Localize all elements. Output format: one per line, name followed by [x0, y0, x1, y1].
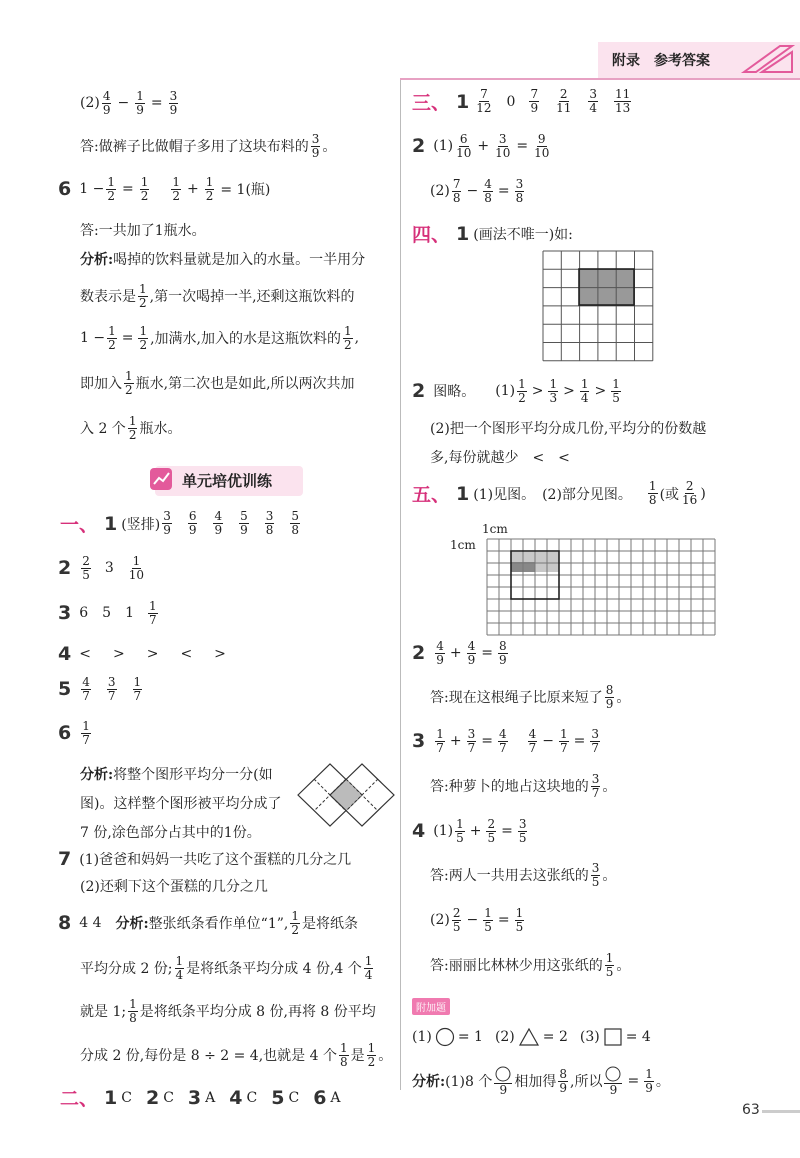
s5-q4-2: (2) $\frac{2}{5}$ − $\frac{1}{5}$ = $\frac{1}{5}$ — [430, 906, 524, 934]
s3-q1: 三、 1 $\frac{7}{12}$ 0 $\frac{7}{9}$ $\frac{2}{11}$ $\frac{3}{4}$ $\frac{11}{13}$ — [412, 88, 645, 115]
comparison-sign: > — [146, 646, 159, 662]
s1-q6: 6 $\frac{1}{7}$ — [58, 719, 90, 747]
page-number-bar — [762, 1110, 800, 1113]
s4-q2b-l2: 多,每份就越少 < < — [430, 450, 570, 466]
fraction: $\frac{2}{11}$ — [556, 87, 572, 115]
grid-figure-2 — [486, 538, 718, 642]
comparison-sign: > — [214, 646, 226, 662]
s5-q3: 3 $\frac{1}{7}$ + $\frac{3}{7}$ = $\frac{4}{7}$ $\frac{4}{7}$ − $\frac{1}{7}$ = $\frac{3}{7}$ — [412, 727, 600, 755]
s1-q1: 一、 1 (竖排) $\frac{3}{9}$ $\frac{6}{9}$ $\frac{4}{9}$ $\frac{5}{9}$ $\frac{3}{8}$ $\frac{5}{8}$ — [60, 510, 314, 537]
item-answer: C — [163, 1089, 174, 1106]
comparison-sign: < — [180, 646, 193, 662]
q6-analysis-l5: 入 2 个 $\frac{1}{2}$ 瓶水。 — [80, 414, 182, 442]
s1-q6-analysis-l2: 图)。这样整个图形被平均分成了 — [80, 796, 282, 812]
s2-line: 二、 1 C 2 C 3 A 4 C 5 C 6 A — [60, 1084, 355, 1111]
q5-2-line: (2) $\frac{4}{9}$ − $\frac{1}{9}$ = $\frac{3}{9}$ — [80, 89, 178, 117]
fraction: $\frac{7}{9}$ — [530, 87, 539, 115]
header-title: 附录 参考答案 — [612, 53, 710, 69]
column-divider — [400, 80, 401, 1090]
item-answer: A — [205, 1089, 216, 1106]
page-number: 63 — [742, 1102, 760, 1118]
item-number: 3 — [187, 1086, 202, 1109]
circle-icon — [605, 1066, 621, 1082]
fraction: $\frac{4}{9}$ — [214, 509, 223, 537]
q6-analysis-l2: 数表示是 $\frac{1}{2}$ ,第一次喝掉一半,还剩这瓶饮料的 — [80, 282, 355, 310]
item-answer: C — [121, 1089, 132, 1106]
s5-q2-answer: 答:现在这根绳子比原来短了 $\frac{8}{9}$ 。 — [430, 683, 631, 711]
shaded-rectangle — [579, 269, 634, 305]
q6-answer: 答:一共加了1瓶水。 — [80, 223, 206, 239]
item-answer: C — [246, 1089, 258, 1106]
s1-q8-l4: 分成 2 份,每份是 8 ÷ 2 = 4,也就是 4 个 $\frac{1}{8}$ 是 $\frac{1}{2}$ 。 — [80, 1041, 393, 1069]
s5-q2: 2 $\frac{4}{9}$ + $\frac{4}{9}$ = $\frac{8}{9}$ — [412, 639, 507, 667]
square-icon — [603, 1027, 623, 1047]
fraction: $\frac{6}{9}$ — [188, 509, 197, 537]
s1-q6-analysis-l1: 分析:将整个图形平均分一分(如 — [80, 767, 273, 783]
s4-q2: 2 图略。 (1) $\frac{1}{2}$ > $\frac{1}{3}$ > $\frac{1}{4}$ > $\frac{1}{5}$ — [412, 377, 620, 405]
grid-label-top: 1cm — [482, 522, 508, 536]
circle-icon — [495, 1066, 511, 1082]
s4-q1: 四、 1 (画法不唯一)如: — [412, 222, 573, 246]
fraction: $\frac{5}{8}$ — [291, 509, 300, 537]
s1-q7-l1: 7 (1)爸爸和妈妈一共吃了这个蛋糕的几分之几 — [58, 848, 352, 870]
item-number: 2 — [145, 1086, 160, 1109]
s1-q8-l2: 平均分成 2 份; $\frac{1}{4}$ 是将纸条平均分成 4 份,4 个 $\frac{1}{4}$ — [80, 954, 373, 982]
comparison-sign: < — [79, 646, 91, 662]
s1-q5-fractions — [79, 676, 156, 702]
header-decor-icon — [740, 44, 796, 74]
s5-q1: 五、 1 (1)见图。 (2)部分见图。 $\frac{1}{8}$ (或 $\frac{2}{16}$ ) — [412, 479, 706, 507]
fraction: $\frac{1}{7}$ — [133, 675, 142, 703]
item-number: 5 — [271, 1086, 285, 1109]
triangle-icon — [518, 1027, 540, 1047]
fraction: $\frac{5}{9}$ — [240, 509, 248, 537]
fraction: $\frac{3}{8}$ — [265, 509, 274, 537]
s5-q3-answer: 答:种萝卜的地占这块地的 $\frac{3}{7}$ 。 — [430, 772, 617, 800]
s4-q2b-l1: (2)把一个图形平均分成几份,平均分的份数越 — [430, 421, 707, 437]
circle-icon — [435, 1027, 455, 1047]
s1-q2: 2 $\frac{2}{5}$ 3 $\frac{1}{10}$ — [58, 554, 145, 582]
s3-q1-fractions — [527, 88, 645, 114]
s5-q4-answer1: 答:两人一共用去这张纸的 $\frac{3}{5}$ 。 — [430, 861, 617, 889]
extra-line: (1) = 1 (2) = 2 (3) = 4 — [412, 1029, 651, 1045]
s2-items — [104, 1087, 355, 1109]
fraction: $\frac{11}{13}$ — [615, 87, 631, 115]
q6-line: 6 1 − $\frac{1}{2}$ = $\frac{1}{2}$ $\frac{1}{2}$ + $\frac{1}{2}$ = 1(瓶) — [58, 175, 271, 203]
s1-q3: 3 6 5 1 $\frac{1}{7}$ — [58, 599, 157, 627]
s1-q4-signs — [79, 646, 248, 662]
s1-q8-l1: 8 4 4 分析: 整张纸条看作单位“1”, $\frac{1}{2}$ 是将纸条 — [58, 909, 358, 937]
grid-label-left: 1cm — [450, 538, 476, 552]
q6-analysis-l1: 分析: 喝掉的饮料量就是加入的水量。一半用分 — [80, 252, 366, 268]
extra-analysis: 分析: (1)8 个 9 相加得 $\frac{8}{9}$ ,所以 9 = $\frac{1}{9}$ 。 — [412, 1067, 670, 1097]
s1-q4: 4 < > > < > — [58, 643, 248, 665]
fraction: $\frac{3}{9}$ — [163, 509, 171, 537]
fraction: $\frac{3}{4}$ — [589, 87, 598, 115]
item-answer: C — [288, 1089, 300, 1106]
item-number: 1 — [104, 1086, 118, 1109]
fraction: $\frac{4}{7}$ — [82, 675, 90, 703]
s1-q6-analysis-l3: 7 份,涂色部分占其中的1份。 — [80, 825, 261, 841]
s5-q4-1: 4 (1) $\frac{1}{5}$ + $\frac{2}{5}$ = $\frac{3}{5}$ — [412, 817, 527, 845]
section-title: 单元培优训练 — [182, 472, 273, 490]
s1-q8-l3: 就是 1; $\frac{1}{8}$ 是将纸条平均分成 8 份,再将 8 份平均 — [80, 997, 376, 1025]
item-number: 6 — [313, 1086, 327, 1109]
s1-q1-fractions — [160, 510, 314, 536]
fraction: $\frac{3}{7}$ — [107, 675, 116, 703]
extra-badge: 附加题 — [412, 998, 450, 1015]
grid-figure-1 — [542, 250, 654, 362]
q5-answer: 答:做裤子比做帽子多用了这块布料的 $\frac{3}{9}$ 。 — [80, 132, 337, 160]
s3-q2-2: (2) $\frac{7}{8}$ − $\frac{4}{8}$ = $\frac{3}{8}$ — [430, 177, 524, 205]
q6-analysis-l4: 即加入 $\frac{1}{2}$ 瓶水,第二次也是如此,所以两次共加 — [80, 369, 355, 397]
chart-icon — [148, 466, 174, 492]
s1-q7-l2: (2)还剩下这个蛋糕的几分之几 — [80, 879, 268, 895]
q6-analysis-l3: 1 − $\frac{1}{2}$ = $\frac{1}{2}$ ,加满水,加入的水是这瓶饮料的 $\frac{1}{2}$ , — [80, 324, 360, 352]
item-answer: A — [330, 1089, 341, 1106]
diamond-figure — [296, 762, 396, 828]
header-rule — [400, 78, 800, 80]
s3-q2-1: 2 (1) $\frac{6}{10}$ + $\frac{3}{10}$ = $\frac{9}{10}$ — [412, 132, 550, 160]
s5-q4-answer2: 答:丽丽比林林少用这张纸的 $\frac{1}{5}$ 。 — [430, 951, 631, 979]
comparison-sign: > — [112, 646, 125, 662]
item-number: 4 — [229, 1086, 243, 1109]
s1-q5: 5 $\frac{4}{7}$ $\frac{3}{7}$ $\frac{1}{7}$ — [58, 676, 156, 702]
